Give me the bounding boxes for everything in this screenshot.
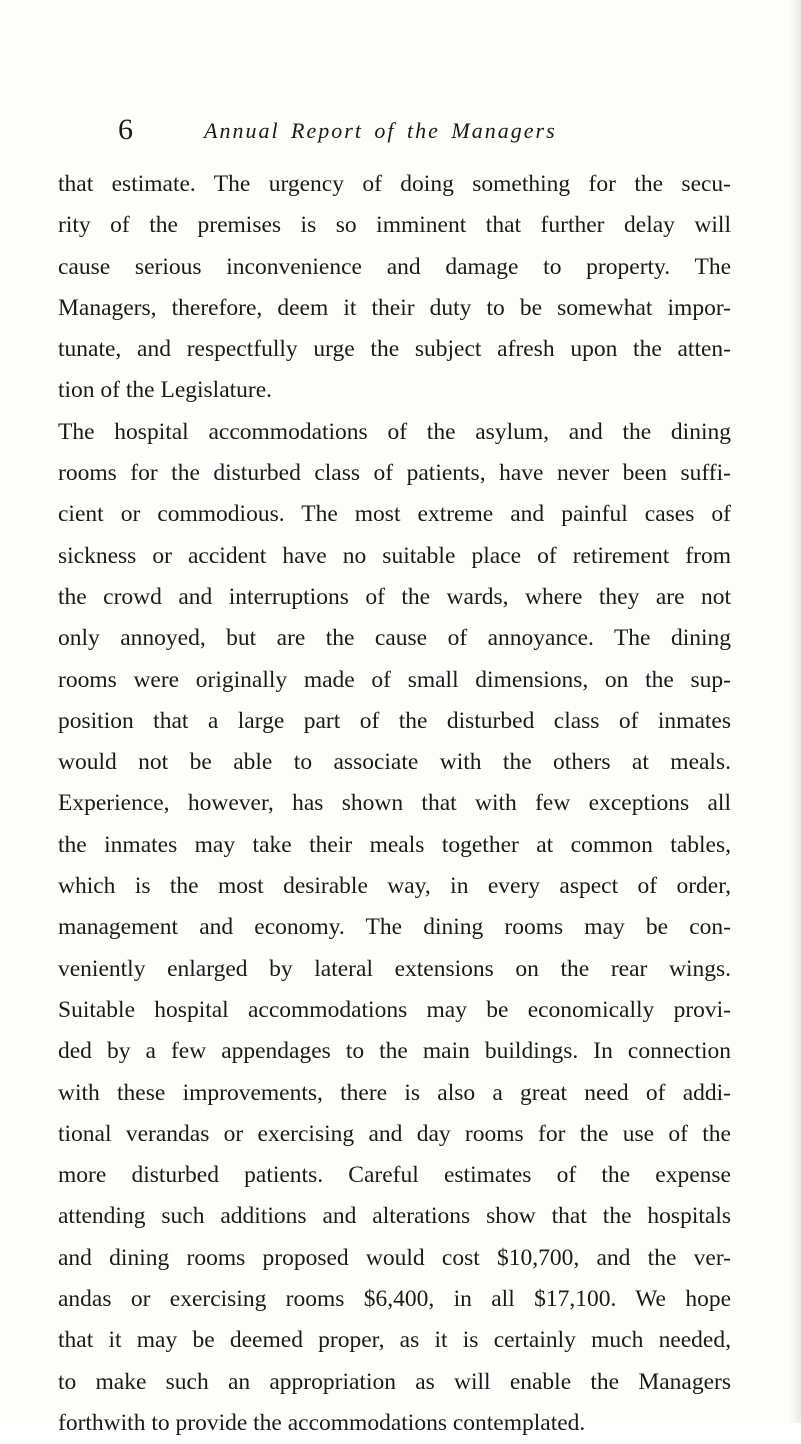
text-line: with these improvements, there is also a great need of addi- <box>58 1079 731 1106</box>
text-line: Suitable hospital accommodations may be economically provi- <box>58 996 731 1023</box>
text-line: rooms were originally made of small dimensions, on the sup- <box>58 666 731 693</box>
running-head: Annual Report of the Managers <box>204 118 557 143</box>
page-number: 6 <box>118 113 133 146</box>
text-line: attending such additions and alterations show that the hospitals <box>58 1203 731 1230</box>
text-line: cient or commodious. The most extreme and painful cases of <box>58 501 731 528</box>
text-line: would not be able to associate with the others at meals. <box>58 749 731 776</box>
page-edge-shadow <box>789 0 801 1423</box>
text-line: to make such an appropriation as will enable the Managers <box>58 1368 731 1395</box>
paragraph-start-line: The hospital accommodations of the asylum, and the dining <box>58 418 731 445</box>
body-text <box>58 164 731 1444</box>
text-line: that estimate. The urgency of doing something for the secu- <box>58 171 731 197</box>
text-line: more disturbed patients. Careful estimates of the expense <box>58 1162 731 1189</box>
text-line: and dining rooms proposed would cost $10,700, and the ver- <box>58 1244 731 1271</box>
text-line: the crowd and interruptions of the wards, where they are not <box>58 583 731 610</box>
text-line: veniently enlarged by lateral extensions on the rear wings. <box>58 955 731 982</box>
paragraph-end-line: forthwith to provide the accommodations contemplated. <box>58 1409 586 1436</box>
text-line: position that a large part of the disturbed class of inmates <box>58 707 731 734</box>
text-line: rooms for the disturbed class of patients, have never been suffi- <box>58 460 731 487</box>
text-line: management and economy. The dining rooms may be con- <box>58 914 731 941</box>
text-line: which is the most desirable way, in every aspect of order, <box>58 873 731 900</box>
text-line: Managers, therefore, deem it their duty to be somewhat impor- <box>58 294 731 321</box>
text-line: ded by a few appendages to the main buildings. In connection <box>58 1038 731 1065</box>
page-header <box>0 113 801 153</box>
text-line: sickness or accident have no suitable place of retirement from <box>58 542 731 569</box>
text-line: that it may be deemed proper, as it is certainly much needed, <box>58 1327 731 1354</box>
text-line: tunate, and respectfully urge the subject afresh upon the atten- <box>58 336 731 363</box>
text-line: andas or exercising rooms $6,400, in all $17,100. We hope <box>58 1286 731 1313</box>
text-line: Experience, however, has shown that with few exceptions all <box>58 790 731 817</box>
text-line: the inmates may take their meals together at common tables, <box>58 831 731 858</box>
paragraph-end-line: tion of the Legislature. <box>58 377 273 404</box>
text-line: cause serious inconvenience and damage to property. The <box>58 253 731 280</box>
text-line: rity of the premises is so imminent that further delay will <box>58 212 731 239</box>
text-line: tional verandas or exercising and day rooms for the use of the <box>58 1120 731 1147</box>
text-line: only annoyed, but are the cause of annoyance. The dining <box>58 625 731 652</box>
